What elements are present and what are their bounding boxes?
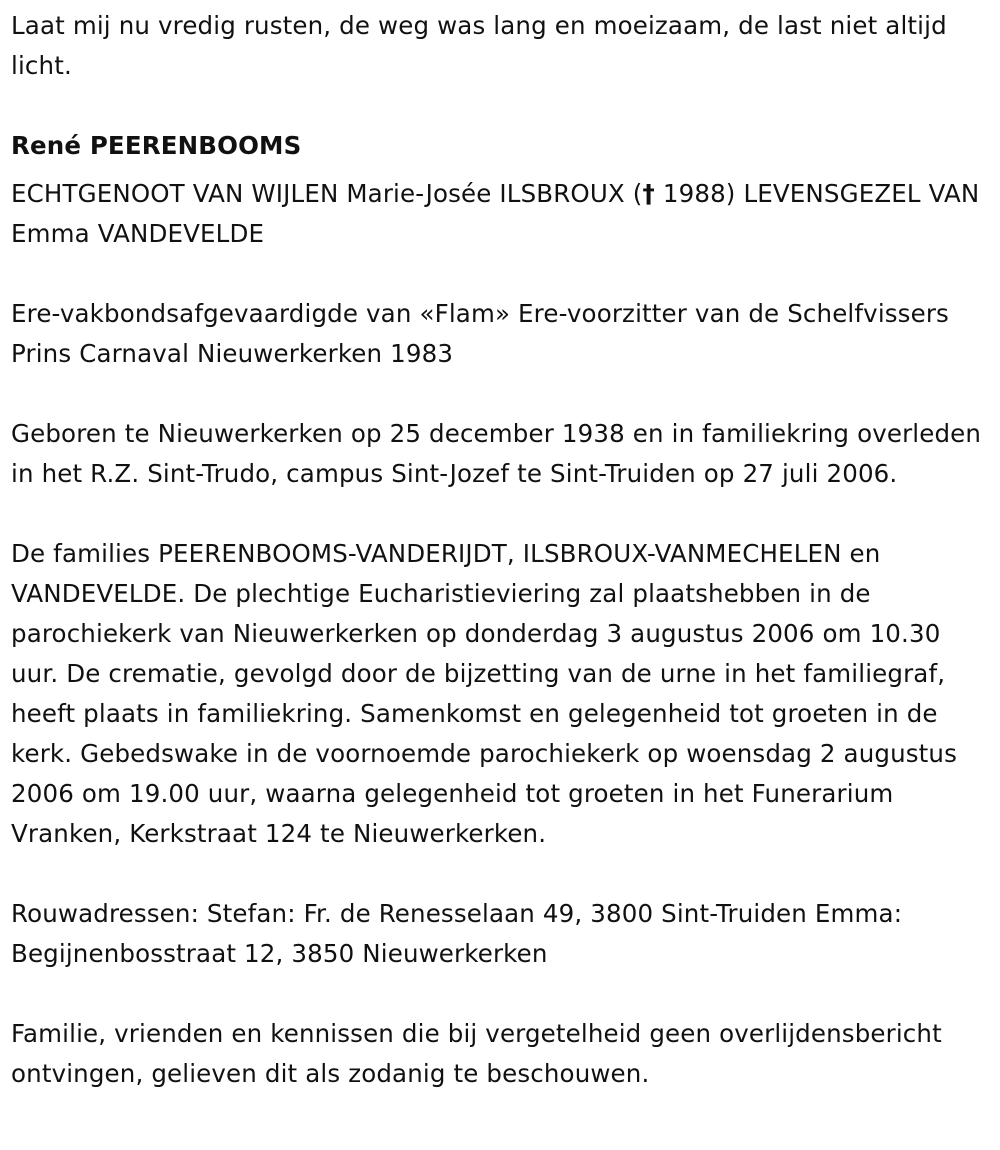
funeral-details-paragraph: De families PEERENBOOMS-VANDERIJDT, ILSBROUX-VANMECHELEN en VANDEVELDE. De plechtige Eucharistieviering zal plaatshebben in de parochiekerk van Nieuwerkerken op donderdag 3 augustus 2006 om 10.30 uur. De crematie, gevolgd door de bijzetting van de urne in het familiegraf, heeft plaats in familiekring. Samenkomst en gelegenheid tot groeten in de kerk. Gebedswake in de voornoemde parochiekerk op woensdag 2 augustus 2006 om 19.00 uur, waarna gelegenheid tot groeten in het Funerarium Vranken, Kerkstraat 124 te Nieuwerkerken.: [11, 539, 958, 848]
spouse-suffix: 1988) LEVENSGEZEL VAN Emma VANDEVELDE: [11, 179, 980, 248]
spouse-prefix: ECHTGENOOT VAN WIJLEN Marie-Josée ILSBROUX (: [11, 179, 643, 208]
closing-note: Familie, vrienden en kennissen die bij vergetelheid geen overlijdensbericht ontvingen, gelieven dit als zodanig te beschouwen.: [11, 1019, 942, 1088]
deceased-first-name: René: [11, 131, 82, 160]
deceased-name: [11, 126, 986, 166]
obituary-notice: [11, 6, 986, 1094]
opening-verse: Laat mij nu vredig rusten, de weg was lang en moeizaam, de last niet altijd licht.: [11, 11, 947, 80]
deceased-last-name: PEERENBOOMS: [89, 131, 302, 160]
cross-icon: †: [642, 179, 655, 208]
birth-death-paragraph: Geboren te Nieuwerkerken op 25 december 1938 en in familiekring overleden in het R.Z. Sint-Trudo, campus Sint-Jozef te Sint-Truiden op 27 juli 2006.: [11, 419, 982, 488]
relations-line: [11, 174, 986, 254]
honorary-titles: Ere-vakbondsafgevaardigde van «Flam» Ere-voorzitter van de Schelfvissers Prins Carnaval Nieuwerkerken 1983: [11, 299, 949, 368]
condolence-addresses: Rouwadressen: Stefan: Fr. de Renesselaan 49, 3800 Sint-Truiden Emma: Begijnenbosstraat 12, 3850 Nieuwerkerken: [11, 899, 903, 968]
